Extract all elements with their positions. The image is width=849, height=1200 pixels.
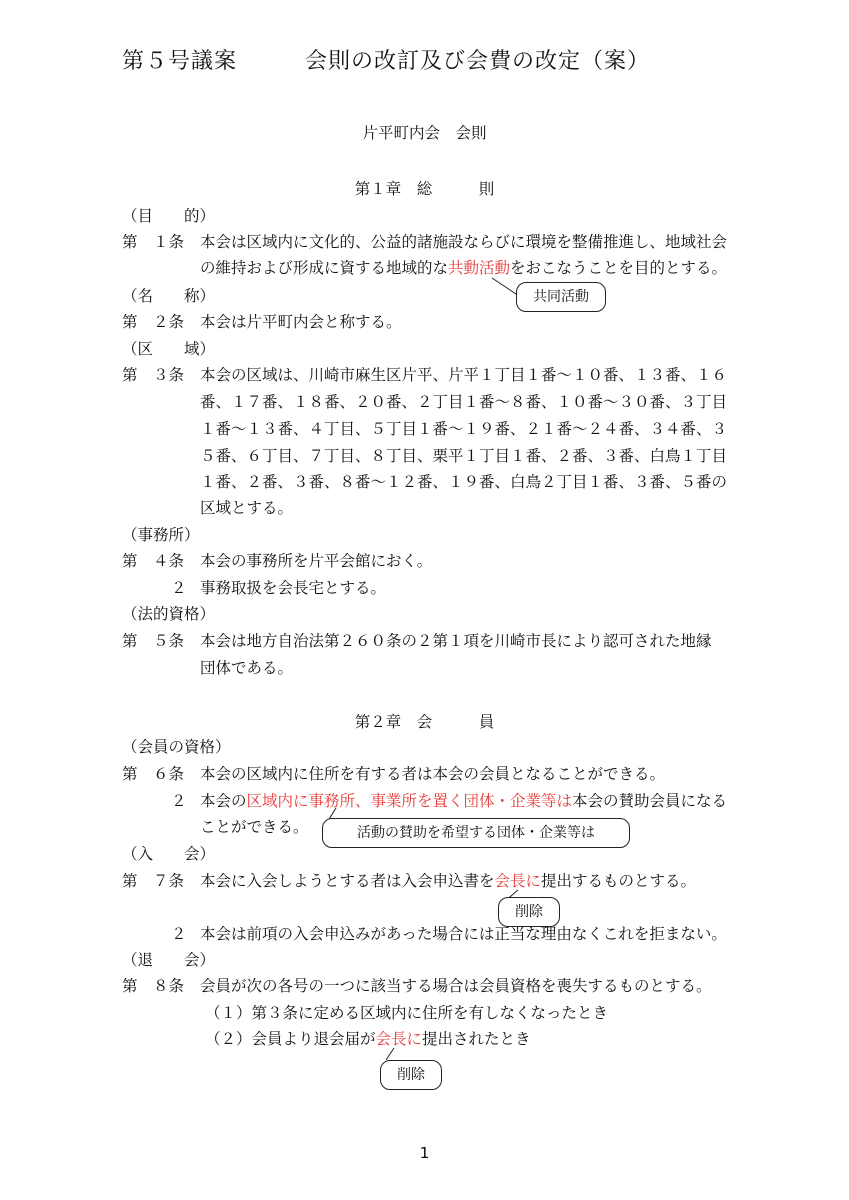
article-4-paragraph-2-number: ２ xyxy=(171,579,187,597)
article-6-paragraph-2-line-1 xyxy=(200,788,727,814)
article-7-paragraph-2-number: ２ xyxy=(171,925,187,943)
callout-1: 共同活動 xyxy=(516,282,606,312)
article-8-text: 会員が次の各号の一つに該当する場合は会員資格を喪失するものとする。 xyxy=(200,977,712,995)
callout-4: 削除 xyxy=(380,1060,442,1090)
heading-qualification: （会員の資格） xyxy=(122,738,231,756)
article-3-line: 区域とする。 xyxy=(200,499,294,517)
article-3-line: １番～１３番、４丁目、５丁目１番～１９番、２１番～２４番、３４番、３ xyxy=(200,420,728,438)
article-3-number: 第 ３条 xyxy=(122,366,185,384)
article-6-revised-term: 区域内に事務所、事業所を置く団体・企業等は xyxy=(246,792,573,810)
article-7-text xyxy=(200,868,696,894)
article-6-p2-post: 本会の賛助会員になる xyxy=(572,792,728,810)
article-6-text: 本会の区域内に住所を有する者は本会の会員となることができる。 xyxy=(200,765,666,783)
page-number: 1 xyxy=(419,1144,430,1162)
article-3-line: 番、１７番、１８番、２０番、２丁目１番～８番、１０番～３０番、３丁目 xyxy=(200,393,728,411)
heading-legal-status: （法的資格） xyxy=(122,605,216,623)
article-5-number: 第 ５条 xyxy=(122,632,185,650)
article-7-post: 提出するものとする。 xyxy=(541,872,697,890)
article-2-text: 本会は片平町内会と称する。 xyxy=(200,313,402,331)
article-4-text: 本会の事務所を片平会館におく。 xyxy=(200,552,433,570)
article-1-line-1: 本会は区域内に文化的、公益的諸施設ならびに環境を整備推進し、地域社会 xyxy=(200,233,728,251)
proposal-number: 第５号議案 xyxy=(122,49,238,74)
heading-area: （区 域） xyxy=(122,340,216,358)
heading-name: （名 称） xyxy=(122,287,216,305)
article-1-line-2-pre: の維持および形成に資する地域的な xyxy=(200,259,449,277)
article-3-line: ５番、６丁目、７丁目、８丁目、栗平１丁目１番、２番、３番、白鳥１丁目 xyxy=(200,447,728,465)
article-5-line-1: 本会は地方自治法第２６０条の２第１項を川崎市長により認可された地縁 xyxy=(200,632,712,650)
article-5-line-2: 団体である。 xyxy=(200,659,294,677)
page-title xyxy=(122,44,650,75)
article-8-deleted-term: 会長に xyxy=(375,1030,423,1048)
article-7-deleted-term: 会長に xyxy=(494,872,542,890)
proposal-title: 会則の改訂及び会費の改定（案） xyxy=(305,49,651,74)
heading-withdrawal: （退 会） xyxy=(122,951,216,969)
article-6-paragraph-2-number: ２ xyxy=(171,792,187,810)
callout-3: 削除 xyxy=(498,897,560,927)
article-1-revised-term: 共動活動 xyxy=(448,259,511,277)
heading-office: （事務所） xyxy=(122,526,200,544)
article-7-paragraph-2-text: 本会は前項の入会申込みがあった場合には正当な理由なくこれを拒まない。 xyxy=(200,925,727,943)
article-6-p2-pre: 本会の xyxy=(200,792,247,810)
article-1-number: 第 １条 xyxy=(122,233,185,251)
document-title: 片平町内会 会則 xyxy=(362,124,487,142)
article-3-line: １番、２番、３番、８番～１２番、１９番、白鳥２丁目１番、３番、５番の xyxy=(200,473,728,491)
heading-purpose: （目 的） xyxy=(122,207,216,225)
article-7-number: 第 ７条 xyxy=(122,872,185,890)
article-8-item-2 xyxy=(205,1026,531,1052)
article-4-paragraph-2-text: 事務取扱を会長宅とする。 xyxy=(200,579,387,597)
article-6-number: 第 ６条 xyxy=(122,765,185,783)
article-1-line-2 xyxy=(200,255,727,281)
article-8-item-1: （１）第３条に定める区域内に住所を有しなくなったとき xyxy=(205,1004,609,1022)
article-7-pre: 本会に入会しようとする者は入会申込書を xyxy=(200,872,495,890)
article-2-number: 第 ２条 xyxy=(122,313,185,331)
article-8-item-2-post: 提出されたとき xyxy=(422,1030,531,1048)
article-1-line-2-post: をおこなうことを目的とする。 xyxy=(510,259,728,277)
heading-joining: （入 会） xyxy=(122,845,216,863)
chapter-1-heading: 第１章 総 則 xyxy=(354,180,495,198)
article-4-number: 第 ４条 xyxy=(122,552,185,570)
article-6-paragraph-2-line-2: ことができる。 xyxy=(200,818,309,836)
callout-2: 活動の賛助を希望する団体・企業等は xyxy=(322,818,630,848)
article-3-line: 本会の区域は、川崎市麻生区片平、片平１丁目１番～１０番、１３番、１６ xyxy=(200,366,728,384)
article-8-item-2-pre: （２）会員より退会届が xyxy=(205,1030,376,1048)
chapter-2-heading: 第２章 会 員 xyxy=(354,713,495,731)
article-8-number: 第 ８条 xyxy=(122,977,185,995)
